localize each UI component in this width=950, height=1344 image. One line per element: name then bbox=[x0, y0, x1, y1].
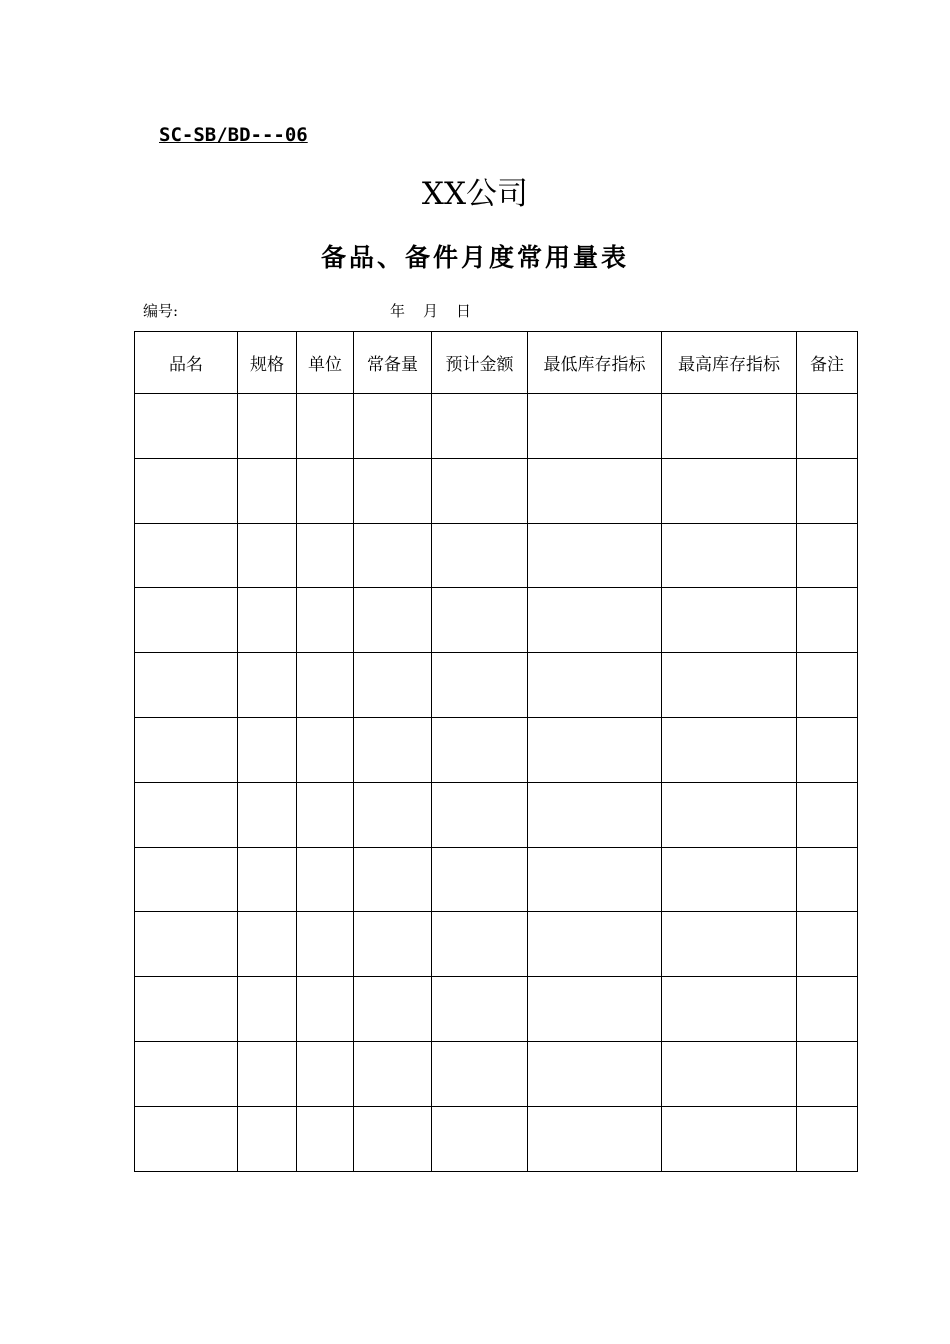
cell-remarks[interactable] bbox=[797, 912, 858, 977]
table-row bbox=[135, 1106, 858, 1171]
table-row bbox=[135, 1041, 858, 1106]
cell-max-stock[interactable] bbox=[662, 1041, 797, 1106]
cell-min-stock[interactable] bbox=[528, 1106, 662, 1171]
cell-min-stock[interactable] bbox=[528, 1041, 662, 1106]
cell-max-stock[interactable] bbox=[662, 977, 797, 1042]
table-row bbox=[135, 523, 858, 588]
cell-unit[interactable] bbox=[297, 847, 354, 912]
cell-remarks[interactable] bbox=[797, 653, 858, 718]
table-row bbox=[135, 847, 858, 912]
table-row bbox=[135, 717, 858, 782]
cell-spec[interactable] bbox=[238, 912, 297, 977]
cell-estimated-amount[interactable] bbox=[432, 912, 528, 977]
cell-max-stock[interactable] bbox=[662, 653, 797, 718]
cell-min-stock[interactable] bbox=[528, 977, 662, 1042]
date-month: 月 bbox=[423, 302, 439, 320]
cell-remarks[interactable] bbox=[797, 1106, 858, 1171]
cell-standard-stock[interactable] bbox=[354, 717, 432, 782]
cell-standard-stock[interactable] bbox=[354, 912, 432, 977]
cell-unit[interactable] bbox=[297, 717, 354, 782]
table-body bbox=[135, 394, 858, 1172]
date-line bbox=[390, 300, 471, 321]
cell-spec[interactable] bbox=[238, 1041, 297, 1106]
cell-estimated-amount[interactable] bbox=[432, 977, 528, 1042]
header-max-stock: 最高库存指标 bbox=[662, 332, 797, 394]
cell-min-stock[interactable] bbox=[528, 458, 662, 523]
cell-standard-stock[interactable] bbox=[354, 394, 432, 459]
cell-item-name[interactable] bbox=[135, 977, 238, 1042]
cell-unit[interactable] bbox=[297, 523, 354, 588]
cell-item-name[interactable] bbox=[135, 458, 238, 523]
cell-remarks[interactable] bbox=[797, 394, 858, 459]
cell-unit[interactable] bbox=[297, 1106, 354, 1171]
cell-remarks[interactable] bbox=[797, 782, 858, 847]
cell-standard-stock[interactable] bbox=[354, 653, 432, 718]
cell-max-stock[interactable] bbox=[662, 847, 797, 912]
header-min-stock: 最低库存指标 bbox=[528, 332, 662, 394]
cell-min-stock[interactable] bbox=[528, 847, 662, 912]
cell-spec[interactable] bbox=[238, 653, 297, 718]
cell-item-name[interactable] bbox=[135, 653, 238, 718]
usage-table bbox=[134, 331, 858, 1172]
cell-spec[interactable] bbox=[238, 977, 297, 1042]
cell-item-name[interactable] bbox=[135, 394, 238, 459]
cell-estimated-amount[interactable] bbox=[432, 458, 528, 523]
cell-standard-stock[interactable] bbox=[354, 847, 432, 912]
header-spec: 规格 bbox=[238, 332, 297, 394]
cell-estimated-amount[interactable] bbox=[432, 588, 528, 653]
header-item-name: 品名 bbox=[135, 332, 238, 394]
cell-item-name[interactable] bbox=[135, 523, 238, 588]
cell-remarks[interactable] bbox=[797, 588, 858, 653]
table-row bbox=[135, 394, 858, 459]
cell-item-name[interactable] bbox=[135, 717, 238, 782]
cell-unit[interactable] bbox=[297, 588, 354, 653]
cell-item-name[interactable] bbox=[135, 782, 238, 847]
cell-standard-stock[interactable] bbox=[354, 523, 432, 588]
form-title: 备品、备件月度常用量表 bbox=[320, 243, 629, 272]
serial-number-label: 编号: bbox=[143, 302, 179, 320]
table-row bbox=[135, 912, 858, 977]
cell-estimated-amount[interactable] bbox=[432, 653, 528, 718]
cell-max-stock[interactable] bbox=[662, 523, 797, 588]
cell-spec[interactable] bbox=[238, 523, 297, 588]
cell-estimated-amount[interactable] bbox=[432, 523, 528, 588]
cell-spec[interactable] bbox=[238, 394, 297, 459]
cell-item-name[interactable] bbox=[135, 847, 238, 912]
cell-estimated-amount[interactable] bbox=[432, 782, 528, 847]
cell-remarks[interactable] bbox=[797, 847, 858, 912]
date-day: 日 bbox=[456, 302, 472, 320]
table-row bbox=[135, 977, 858, 1042]
cell-standard-stock[interactable] bbox=[354, 977, 432, 1042]
cell-estimated-amount[interactable] bbox=[432, 1041, 528, 1106]
cell-unit[interactable] bbox=[297, 458, 354, 523]
document-code: SC-SB/BD---06 bbox=[159, 124, 308, 146]
cell-max-stock[interactable] bbox=[662, 782, 797, 847]
cell-min-stock[interactable] bbox=[528, 523, 662, 588]
table-row bbox=[135, 458, 858, 523]
cell-spec[interactable] bbox=[238, 847, 297, 912]
date-year: 年 bbox=[390, 302, 406, 320]
cell-unit[interactable] bbox=[297, 394, 354, 459]
header-standard-stock: 常备量 bbox=[354, 332, 432, 394]
cell-item-name[interactable] bbox=[135, 1106, 238, 1171]
cell-remarks[interactable] bbox=[797, 1041, 858, 1106]
cell-standard-stock[interactable] bbox=[354, 782, 432, 847]
cell-min-stock[interactable] bbox=[528, 782, 662, 847]
cell-standard-stock[interactable] bbox=[354, 458, 432, 523]
cell-spec[interactable] bbox=[238, 458, 297, 523]
cell-standard-stock[interactable] bbox=[354, 588, 432, 653]
cell-max-stock[interactable] bbox=[662, 1106, 797, 1171]
cell-min-stock[interactable] bbox=[528, 394, 662, 459]
cell-item-name[interactable] bbox=[135, 912, 238, 977]
cell-remarks[interactable] bbox=[797, 458, 858, 523]
header-unit: 单位 bbox=[297, 332, 354, 394]
cell-max-stock[interactable] bbox=[662, 717, 797, 782]
cell-max-stock[interactable] bbox=[662, 912, 797, 977]
cell-unit[interactable] bbox=[297, 782, 354, 847]
cell-min-stock[interactable] bbox=[528, 588, 662, 653]
cell-item-name[interactable] bbox=[135, 588, 238, 653]
cell-max-stock[interactable] bbox=[662, 394, 797, 459]
cell-min-stock[interactable] bbox=[528, 717, 662, 782]
table-row bbox=[135, 653, 858, 718]
cell-remarks[interactable] bbox=[797, 523, 858, 588]
cell-estimated-amount[interactable] bbox=[432, 717, 528, 782]
table-header-row bbox=[135, 332, 858, 394]
cell-min-stock[interactable] bbox=[528, 653, 662, 718]
cell-max-stock[interactable] bbox=[662, 588, 797, 653]
cell-spec[interactable] bbox=[238, 782, 297, 847]
table-row bbox=[135, 588, 858, 653]
table-row bbox=[135, 782, 858, 847]
header-estimated-amount: 预计金额 bbox=[432, 332, 528, 394]
cell-estimated-amount[interactable] bbox=[432, 394, 528, 459]
cell-unit[interactable] bbox=[297, 912, 354, 977]
cell-max-stock[interactable] bbox=[662, 458, 797, 523]
cell-estimated-amount[interactable] bbox=[432, 1106, 528, 1171]
cell-spec[interactable] bbox=[238, 1106, 297, 1171]
header-remarks: 备注 bbox=[797, 332, 858, 394]
cell-unit[interactable] bbox=[297, 653, 354, 718]
cell-estimated-amount[interactable] bbox=[432, 847, 528, 912]
cell-remarks[interactable] bbox=[797, 977, 858, 1042]
cell-spec[interactable] bbox=[238, 717, 297, 782]
cell-unit[interactable] bbox=[297, 977, 354, 1042]
cell-min-stock[interactable] bbox=[528, 912, 662, 977]
cell-standard-stock[interactable] bbox=[354, 1106, 432, 1171]
cell-item-name[interactable] bbox=[135, 1041, 238, 1106]
company-name: XX公司 bbox=[421, 176, 529, 212]
cell-spec[interactable] bbox=[238, 588, 297, 653]
cell-unit[interactable] bbox=[297, 1041, 354, 1106]
cell-remarks[interactable] bbox=[797, 717, 858, 782]
cell-standard-stock[interactable] bbox=[354, 1041, 432, 1106]
